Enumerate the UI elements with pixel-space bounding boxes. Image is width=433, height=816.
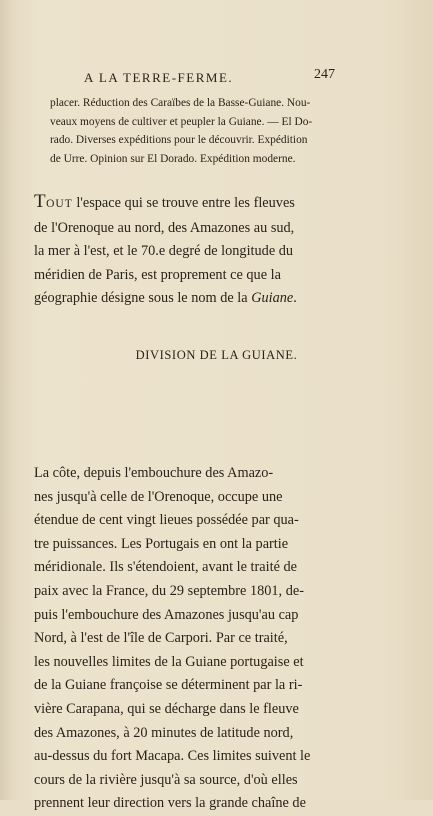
paragraph-line: des Amazones, à 20 minutes de latitude nord, xyxy=(34,724,294,741)
paragraph-line: étendue de cent vingt lieues possédée par qua- xyxy=(34,512,299,529)
paragraph-line: La côte, depuis l'embouchure des Amazo- xyxy=(34,465,274,481)
chapter-summary xyxy=(50,94,350,168)
paragraph-line: méridionale. Ils s'étendoient, avant le traité de xyxy=(34,559,297,576)
paragraph-line: cours de la rivière jusqu'à sa source, d'où elles xyxy=(34,771,298,788)
paragraph-line: méridien de Paris, est proprement ce que la xyxy=(34,266,281,283)
paragraph-line xyxy=(34,287,374,311)
paragraph-intro xyxy=(34,190,374,311)
paragraph-line: prennent leur direction vers la grande chaîne de xyxy=(34,795,306,812)
line-text: l'espace qui se trouve entre les fleuves xyxy=(72,195,295,211)
section-title: DIVISION DE LA GUIANE. xyxy=(135,348,298,362)
summary-line: rado. Diverses expéditions pour le découvrir. Expédition xyxy=(50,134,308,147)
summary-line: placer. Réduction des Caraïbes de la Basse-Guiane. Nou- xyxy=(50,97,311,109)
summary-line: de Urre. Opinion sur El Dorado. Expédition moderne. xyxy=(50,152,296,165)
paragraph-line: les nouvelles limites de la Guiane portugaise et xyxy=(34,653,304,670)
paragraph-line: tre puissances. Les Portugais en ont la partie xyxy=(34,535,289,552)
paragraph-line: Nord, à l'est de l'île de Carpori. Par ce traité, xyxy=(34,630,288,647)
paragraph-line: puis l'embouchure des Amazones jusqu'au cap xyxy=(34,606,299,623)
running-title: A LA TERRE-FERME. xyxy=(84,70,234,85)
paragraph-line xyxy=(34,190,374,217)
drop-cap: T xyxy=(34,191,47,212)
summary-line: veaux moyens de cultiver et peupler la Guiane. — El Do- xyxy=(50,115,313,128)
small-caps-word: OUT xyxy=(46,198,73,210)
line-text: géographie désigne sous le nom de la xyxy=(34,290,252,307)
paragraph-line: paix avec la France, du 29 septembre 1801, de- xyxy=(34,582,304,599)
paragraph-line: de la Guiane françoise se déterminent par la ri- xyxy=(34,677,303,694)
italic-word: Guiane xyxy=(251,290,294,307)
paragraph-division xyxy=(34,462,374,816)
line-text: . xyxy=(293,290,297,307)
page-number: 247 xyxy=(314,67,335,82)
paragraph-line: de l'Orenoque au nord, des Amazones au sud, xyxy=(34,219,295,236)
paragraph-line: au-dessus du fort Macapa. Ces limites suivent le xyxy=(34,748,311,765)
paragraph-line: la mer à l'est, et le 70.e degré de longitude du xyxy=(34,243,294,260)
paragraph-line: nes jusqu'à celle de l'Orenoque, occupe une xyxy=(34,488,283,505)
paragraph-line: vière Carapana, qui se décharge dans le fleuve xyxy=(34,700,299,717)
